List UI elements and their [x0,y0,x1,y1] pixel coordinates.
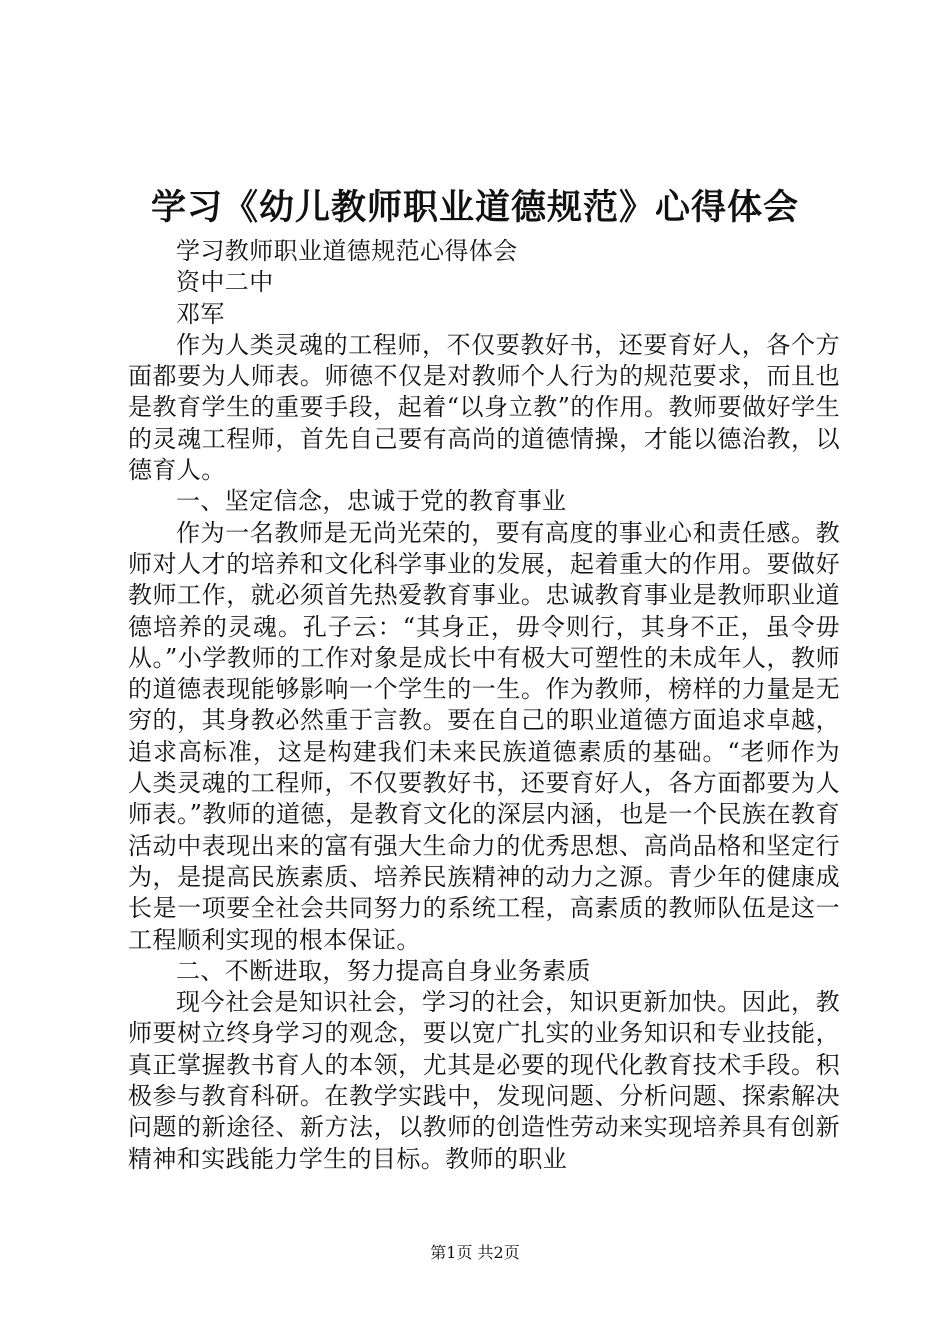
section-heading-1: 一、坚定信念，忠诚于党的教育事业 [176,487,567,516]
document-title: 学习《幼儿教师职业道德规范》心得体会 [150,188,799,228]
section-paragraph-2: 现今社会是知识社会，学习的社会，知识更新加快。因此，教师要树立终身学习的观念，要以宽广扎实的业务知识和专业技能，真正掌握教书育人的本领，尤其是必要的现代化教育技术手段。积极参与教育科研。在教学实践中，发现问题、分析问题、探索解决问题的新途径、新方法，以教师的创造性劳动来实现培养具有创新精神和实践能力学生的目标。教师的职业 [128,988,840,1173]
school-name: 资中二中 [176,268,274,297]
section-paragraph-1: 作为一名教师是无尚光荣的，要有高度的事业心和责任感。教师对人才的培养和文化科学事业的发展，起着重大的作用。要做好教师工作，就必须首先热爱教育事业。忠诚教育事业是教师职业道德培养的灵魂。孔子云：“其身正，毋令则行，其身不正，虽令毋从。”小学教师的工作对象是成长中有极大可塑性的未成年人，教师的道德表现能够影响一个学生的一生。作为教师，榜样的力量是无穷的，其身教必然重于言教。要在自己的职业道德方面追求卓越，追求高标准，这是构建我们未来民族道德素质的基础。“老师作为人类灵魂的工程师，不仅要教好书，还要育好人，各方面都要为人师表。”教师的道德，是教育文化的深层内涵，也是一个民族在教育活动中表现出来的富有强大生命力的优秀思想、高尚品格和坚定行为，是提高民族素质、培养民族精神的动力之源。青少年的健康成长是一项要全社会共同努力的系统工程，高素质的教师队伍是这一工程顺利实现的根本保证。 [128,518,840,954]
section-heading-2: 二、不断进取，努力提高自身业务素质 [176,956,591,985]
subtitle: 学习教师职业道德规范心得体会 [176,237,518,265]
page-footer: 第1页 共2页 [430,1243,520,1262]
author-name: 邓军 [176,299,225,328]
document-body [128,236,840,1175]
intro-paragraph: 作为人类灵魂的工程师，不仅要教好书，还要育好人，各个方面都要为人师表。师德不仅是对教师个人行为的规范要求，而且也是教育学生的重要手段，起着“以身立教”的作用。教师要做好学生的灵魂工程师，首先自己要有高尚的道德情操，才能以德治教，以德育人。 [128,330,840,485]
